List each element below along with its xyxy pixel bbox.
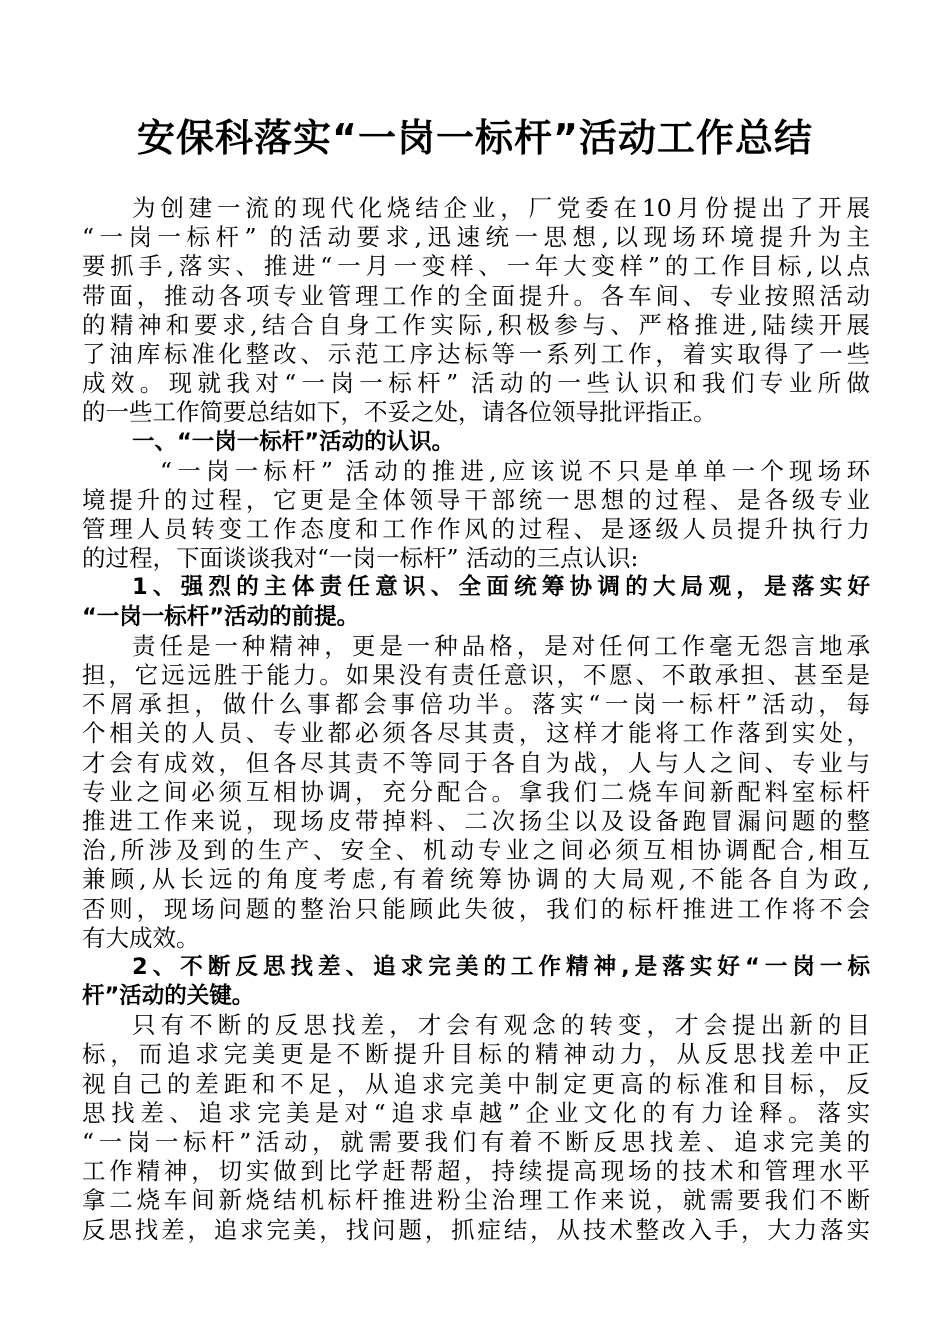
- body-text-line: 成效。现就我对“一岗一标杆” 活动的一些认识和我们专业所做: [82, 369, 870, 398]
- body-text-line: 了油库标准化整改、示范工序达标等一系列工作，着实取得了一些: [82, 339, 870, 368]
- document-title: 安保科落实“一岗一标杆”活动工作总结: [137, 116, 813, 160]
- body-text-line: 专业之间必须互相协调，充分配合。拿我们二烧车间新配料室标杆: [82, 777, 870, 806]
- body-text-line: 拿二烧车间新烧结机标杆推进粉尘治理工作来说，就需要我们不断: [82, 1186, 870, 1215]
- body-text-line: 带面，推动各项专业管理工作的全面提升。各车间、专业按照活动: [82, 281, 870, 310]
- section-heading-line: 杆”活动的关键。: [82, 983, 255, 1010]
- section-heading-line: 1、强烈的主体责任意识、全面统筹协调的大局观，是落实好: [132, 574, 870, 601]
- body-text-line: “一岗一标杆” 活动的推进,应该说不只是单单一个现场环: [160, 456, 870, 485]
- body-text-line: 担，它远远胜于能力。如果没有责任意识，不愿、不敢承担、甚至是: [82, 661, 870, 689]
- body-text-line: “一岗一标杆” 的活动要求,迅速统一思想,以现场环境提升为主: [82, 223, 870, 252]
- section-heading-line: “一岗一标杆”活动的前提。: [82, 603, 360, 630]
- body-text-line: 视自己的差距和不足，从追求完美中制定更高的标准和目标，反: [82, 1069, 870, 1098]
- body-text-line: 推进工作来说，现场皮带掉料、二次扬尘以及设备跑冒漏问题的整: [82, 806, 870, 835]
- body-text-line: 责任是一种精神，更是一种品格，是对任何工作毫无怨言地承: [132, 631, 870, 660]
- body-text-line: 管理人员转变工作态度和工作作风的过程、是逐级人员提升执行力: [82, 515, 870, 544]
- body-text-line: 才会有成效，但各尽其责不等同于各自为战，人与人之间、专业与: [82, 748, 870, 777]
- section-heading-line: 2、不断反思找差、追求完美的工作精神,是落实好“一岗一标: [132, 953, 870, 980]
- body-text-line: 工作精神，切实做到比学赶帮超，持续提高现场的技术和管理水平: [82, 1157, 870, 1186]
- section-heading-line: 一、“一岗一标杆”活动的认识。: [132, 428, 455, 455]
- body-text-line: 否则，现场问题的整治只能顾此失彼，我们的标杆推进工作将不会: [82, 894, 870, 923]
- body-text-line: 要抓手,落实、推进“一月一变样、一年大变样”的工作目标,以点: [82, 252, 870, 281]
- body-text-line: 反思找差，追求完美，找问题，抓症结，从技术整改入手，大力落实: [82, 1215, 870, 1244]
- body-text-line: 兼顾,从长远的角度考虑,有着统筹协调的大局观,不能各自为政,: [82, 865, 870, 894]
- body-text-line: 为创建一流的现代化烧结企业，厂党委在10月份提出了开展: [132, 194, 870, 222]
- body-text-line: 有大成效。: [82, 923, 200, 952]
- body-text-line: 标，而追求完美更是不断提升目标的精神动力，从反思找差中正: [82, 1040, 870, 1069]
- document-body: [82, 194, 870, 1245]
- body-text-line: 境提升的过程，它更是全体领导干部统一思想的过程、是各级专业: [82, 485, 870, 514]
- body-text-line: 的精神和要求,结合自身工作实际,积极参与、严格推进,陆续开展: [82, 310, 870, 339]
- body-text-line: 思找差、追求完美是对“追求卓越”企业文化的有力诠释。落实: [82, 1098, 870, 1127]
- body-text-line: 治,所涉及到的生产、安全、机动专业之间必须互相协调配合,相互: [82, 836, 870, 865]
- body-text-line: 个相关的人员、专业都必须各尽其责，这样才能将工作落到实处，: [82, 719, 870, 748]
- body-text-line: 的过程，下面谈谈我对“一岗一标杆” 活动的三点认识:: [82, 544, 639, 573]
- body-text-line: 不屑承担，做什么事都会事倍功半。落实“一岗一标杆”活动，每: [82, 690, 870, 719]
- body-text-line: “一岗一标杆”活动，就需要我们有着不断反思找差、追求完美的: [82, 1128, 870, 1156]
- body-text-line: 只有不断的反思找差，才会有观念的转变，才会提出新的目: [132, 1011, 870, 1040]
- body-text-line: 的一些工作简要总结如下，不妥之处，请各位领导批评指正。: [82, 398, 717, 427]
